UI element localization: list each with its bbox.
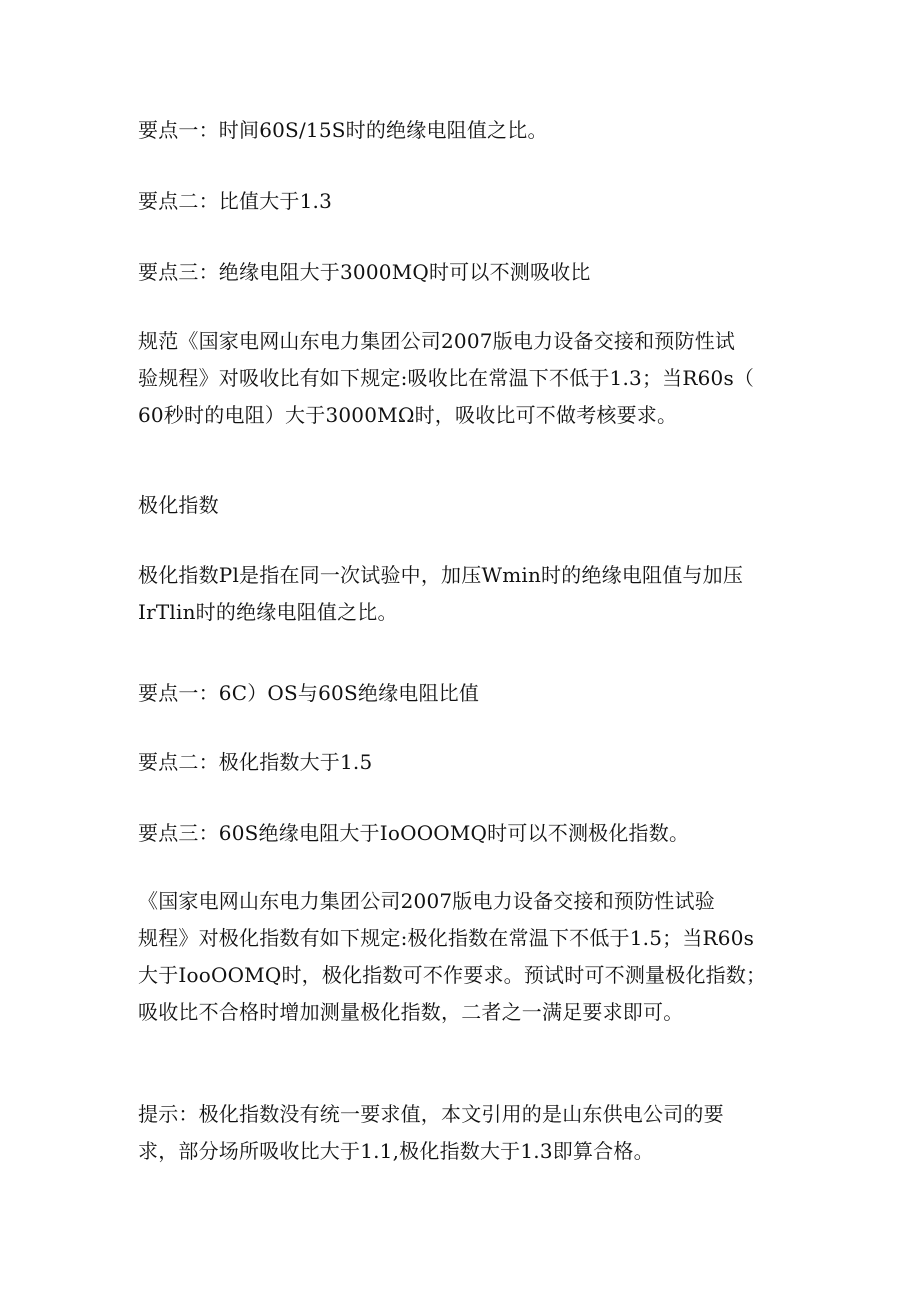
text-line: 要点一：6C）OS与60S绝缘电阻比值	[138, 681, 480, 705]
text-line: 极化指数	[138, 493, 219, 517]
paragraph-tip-note	[138, 1096, 803, 1170]
text-line: 大于IooOOMQ时，极化指数可不作要求。预试时可不测量极化指数；	[138, 963, 767, 987]
text-line: IrTlin时的绝缘电阻值之比。	[138, 600, 398, 624]
text-line: 极化指数Pl是指在同一次试验中，加压Wmin时的绝缘电阻值与加压	[138, 563, 744, 587]
paragraph-polarization-standard	[138, 883, 803, 1031]
paragraph-key-point-2-absorption	[138, 183, 803, 220]
text-line: 求，部分场所吸收比大于1.1,极化指数大于1.3即算合格。	[138, 1139, 654, 1163]
text-line: 要点二：极化指数大于1.5	[138, 750, 373, 774]
section-heading-polarization-index	[138, 487, 803, 524]
paragraph-key-point-1-absorption	[138, 112, 803, 149]
text-line: 规范《国家电网山东电力集团公司2007版电力设备交接和预防性试	[138, 329, 736, 353]
paragraph-polarization-definition	[138, 557, 803, 631]
text-line: 规程》对极化指数有如下规定:极化指数在常温下不低于1.5；当R60s	[138, 926, 755, 950]
paragraph-key-point-3-absorption	[138, 254, 803, 291]
text-line: 验规程》对吸收比有如下规定:吸收比在常温下不低于1.3；当R60s（	[138, 366, 755, 390]
text-line: 要点二：比值大于1.3	[138, 189, 333, 213]
text-line: 要点三：绝缘电阻大于3000MQ时可以不测吸收比	[138, 260, 591, 284]
text-line: 60秒时的电阻）大于3000MΩ时，吸收比可不做考核要求。	[138, 403, 678, 427]
paragraph-key-point-3-polarization	[138, 815, 803, 852]
paragraph-absorption-standard	[138, 323, 803, 434]
paragraph-key-point-2-polarization	[138, 744, 803, 781]
text-line: 提示：极化指数没有统一要求值，本文引用的是山东供电公司的要	[138, 1102, 724, 1126]
text-line: 吸收比不合格时增加测量极化指数，二者之一满足要求即可。	[138, 1000, 684, 1024]
paragraph-key-point-1-polarization	[138, 675, 803, 712]
text-line: 《国家电网山东电力集团公司2007版电力设备交接和预防性试验	[138, 889, 715, 913]
text-line: 要点三：60S绝缘电阻大于IoOOOMQ时可以不测极化指数。	[138, 821, 690, 845]
text-line: 要点一：时间60S/15S时的绝缘电阻值之比。	[138, 118, 548, 142]
